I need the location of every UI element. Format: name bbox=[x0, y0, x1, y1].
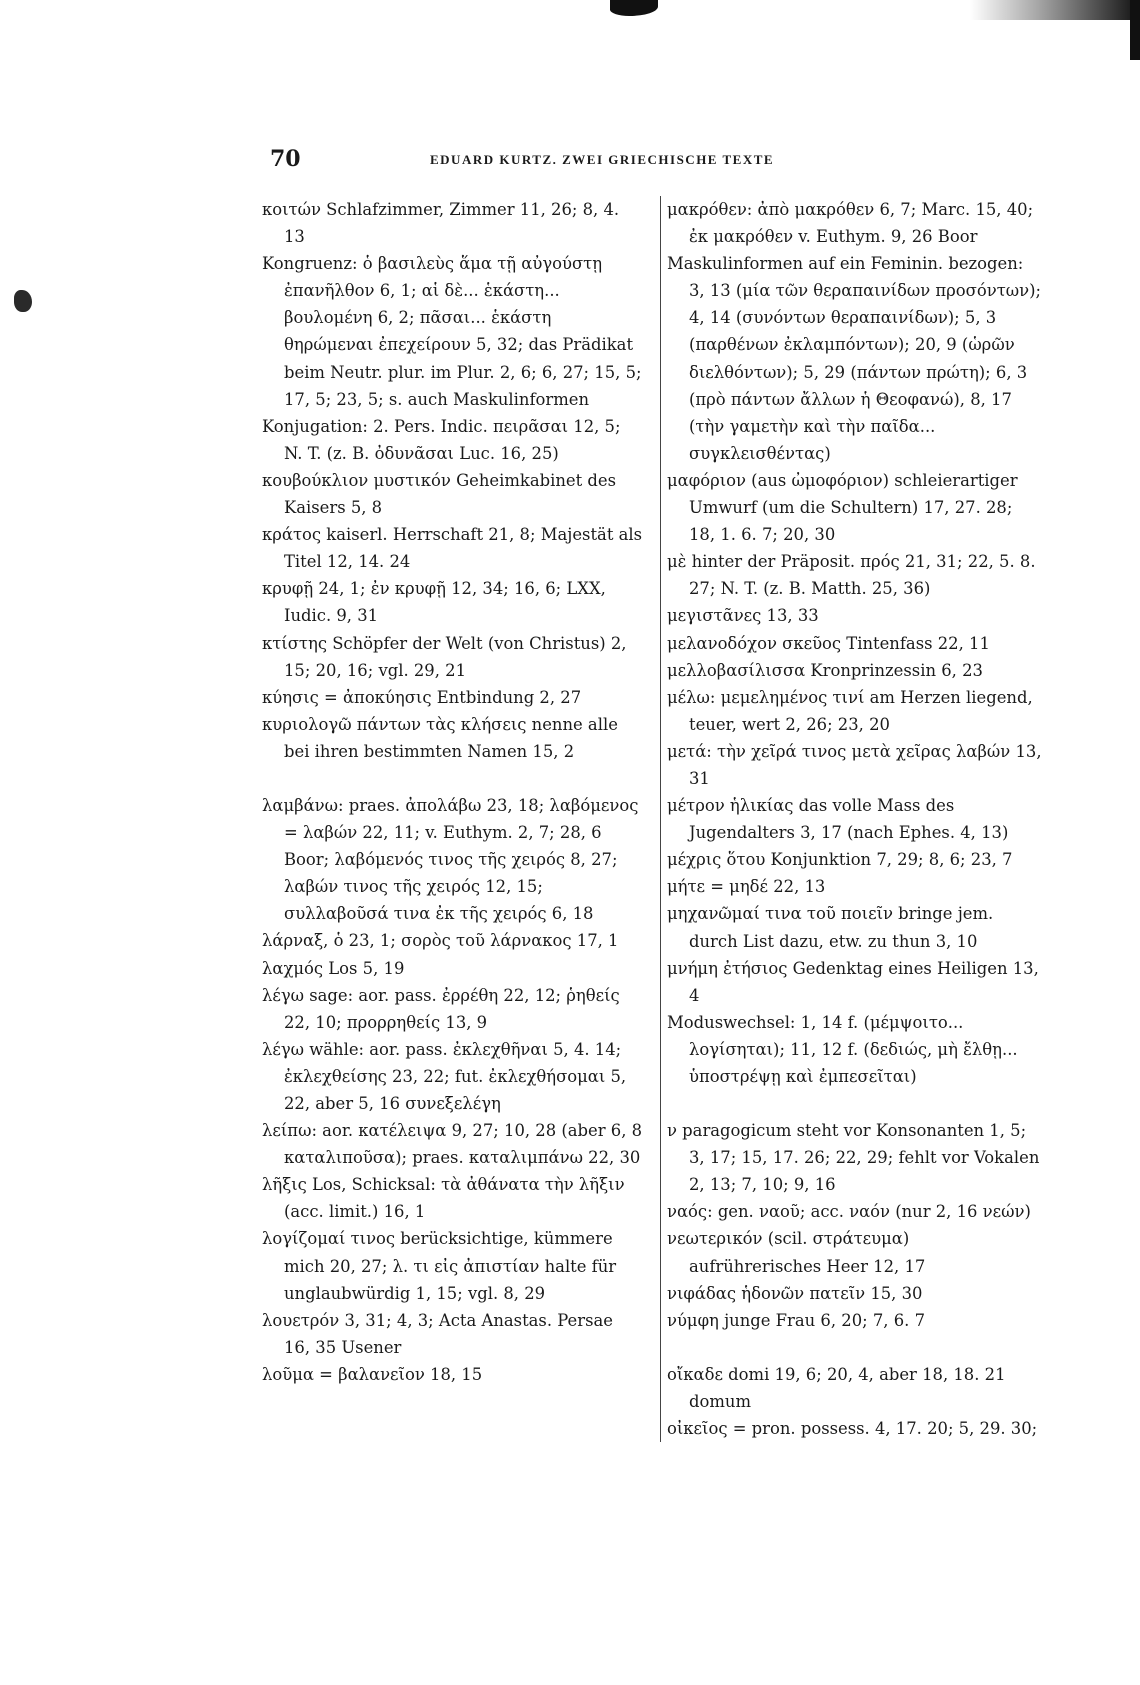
index-entry: μήτε = μηδέ 22, 13 bbox=[667, 877, 826, 897]
index-entry: κοιτών Schlafzimmer, Zimmer 11, 26; 8, 4. 13 bbox=[262, 200, 620, 247]
index-entry: μακρόθεν: ἀπὸ μακρόθεν 6, 7; Marc. 15, 40; ἐκ μακρόθεν v. Euthym. 9, 26 Boor bbox=[667, 200, 1034, 247]
scan-ink-mark bbox=[610, 0, 658, 16]
index-entry: λογίζομαί τινος berücksichtige, kümmere mich 20, 27; λ. τι εἰς ἀπιστίαν halte für unglaubwürdig 1, 15; vgl. 8, 29 bbox=[262, 1229, 617, 1303]
index-entry: λέγω sage: aor. pass. ἐρρέθη 22, 12; ῥηθείς 22, 10; προρρηθείς 13, 9 bbox=[262, 985, 620, 1032]
index-entry: λοῦμα = βαλανεῖον 18, 15 bbox=[262, 1364, 483, 1384]
entry-gap bbox=[262, 765, 644, 792]
right-column bbox=[660, 196, 1043, 1442]
index-entry: νεωτερικόν (scil. στράτευμα) aufrührerisches Heer 12, 17 bbox=[667, 1229, 926, 1276]
index-entry: μηχανῶμαί τινα τοῦ ποιεῖν bringe jem. durch List dazu, etw. zu thun 3, 10 bbox=[667, 904, 994, 951]
index-entry: λουετρόν 3, 31; 4, 3; Acta Anastas. Persae 16, 35 Usener bbox=[262, 1310, 613, 1357]
index-entry: νιφάδας ἡδονῶν πατεῖν 15, 30 bbox=[667, 1283, 923, 1303]
left-column bbox=[262, 196, 644, 1388]
index-entry: μέλω: μεμελημένος τινί am Herzen liegend, teuer, wert 2, 26; 23, 20 bbox=[667, 687, 1033, 734]
index-entry: λάρναξ, ὁ 23, 1; σορὸς τοῦ λάρνακος 17, 1 bbox=[262, 931, 619, 951]
margin-ink-blot bbox=[14, 290, 32, 312]
page-header bbox=[270, 146, 1050, 176]
index-entry: μετά: τὴν χεῖρά τινος μετὰ χεῖρας λαβών 13, 31 bbox=[667, 741, 1042, 788]
index-entry: κυριολογῶ πάντων τὰς κλήσεις nenne alle bei ihren bestimmten Namen 15, 2 bbox=[262, 714, 618, 761]
index-entry: κύησις = ἀποκύησις Entbindung 2, 27 bbox=[262, 687, 582, 707]
index-entry: μεγιστᾶνες 13, 33 bbox=[667, 606, 819, 626]
index-entry: ναός: gen. ναοῦ; acc. ναόν (nur 2, 16 νεών) bbox=[667, 1202, 1031, 1222]
index-entry: λαχμός Los 5, 19 bbox=[262, 958, 405, 978]
index-entry: λῆξις Los, Schicksal: τὰ ἀθάνατα τὴν λῆξιν (acc. limit.) 16, 1 bbox=[262, 1175, 625, 1222]
page-number: 70 bbox=[270, 146, 301, 172]
index-entry: λέγω wähle: aor. pass. ἐκλεχθῆναι 5, 4. 14; ἐκλεχθείσης 23, 22; fut. ἐκλεχθήσομαι 5, 22, aber 5, 16 συνεξελέγη bbox=[262, 1039, 627, 1113]
index-entry: οἴκαδε domi 19, 6; 20, 4, aber 18, 18. 21 domum bbox=[667, 1364, 1006, 1411]
index-entry: λείπω: aor. κατέλειψα 9, 27; 10, 28 (aber 6, 8 καταλιποῦσα); praes. καταλιμπάνω 22, 30 bbox=[262, 1121, 643, 1168]
index-entry: μὲ hinter der Präposit. πρός 21, 31; 22, 5. 8. 27; N. T. (z. B. Matth. 25, 36) bbox=[667, 552, 1036, 599]
index-entry: ν paragogicum steht vor Konsonanten 1, 5; 3, 17; 15, 17. 26; 22, 29; fehlt vor Vokalen 2, 13; 7, 10; 9, 16 bbox=[667, 1121, 1040, 1195]
index-entry: οἰκεῖος = pron. possess. 4, 17. 20; 5, 29. 30; bbox=[667, 1419, 1038, 1439]
entry-gap bbox=[667, 1334, 1043, 1361]
index-entry: μαφόριον (aus ὠμοφόριον) schleierartiger Umwurf (um die Schultern) 17, 27. 28; 18, 1. 6. 7; 20, 30 bbox=[667, 470, 1018, 545]
index-entry: μελλοβασίλισσα Kronprinzessin 6, 23 bbox=[667, 660, 983, 680]
running-title: EDUARD KURTZ. ZWEI GRIECHISCHE TEXTE bbox=[430, 152, 775, 167]
index-entry: μελανοδόχον σκεῦος Tintenfass 22, 11 bbox=[667, 633, 990, 653]
index-entry: Moduswechsel: 1, 14 f. (μέμψοιτο... λογίσηται); 11, 12 f. (δεδιώς, μὴ ἔλθῃ... ὑποστρέψῃ καὶ ἐμπεσεῖται) bbox=[667, 1012, 1018, 1086]
index-entry: κράτος kaiserl. Herrschaft 21, 8; Majestät als Titel 12, 14. 24 bbox=[262, 525, 643, 572]
entry-gap bbox=[667, 1090, 1043, 1117]
scan-edge-shadow bbox=[970, 0, 1140, 20]
index-entry: Konjugation: 2. Pers. Indic. πειρᾶσαι 12, 5; N. T. (z. B. ὀδυνᾶσαι Luc. 16, 25) bbox=[262, 416, 621, 463]
index-entry: μέτρον ἡλικίας das volle Mass des Jugendalters 3, 17 (nach Ephes. 4, 13) bbox=[667, 796, 1009, 843]
index-entry: κρυφῇ 24, 1; ἐν κρυφῇ 12, 34; 16, 6; LXX, Iudic. 9, 31 bbox=[262, 579, 606, 626]
index-entry: κουβούκλιον μυστικόν Geheimkabinet des Kaisers 5, 8 bbox=[262, 470, 616, 518]
index-entry: νύμφη junge Frau 6, 20; 7, 6. 7 bbox=[667, 1310, 925, 1330]
scan-corner-shadow bbox=[1130, 0, 1140, 60]
index-columns bbox=[262, 196, 1042, 1636]
index-entry: μέχρις ὅτου Konjunktion 7, 29; 8, 6; 23, 7 bbox=[667, 850, 1013, 870]
index-entry: Kongruenz: ὁ βασιλεὺς ἅμα τῇ αὐγούστῃ ἐπανῆλθον 6, 1; αἱ δὲ... ἑκάστη... βουλομένη 6, 2; πᾶσαι... ἑκάστη θηρώμεναι ἐπεχείρουν 5, 32; das Prädikat beim Neutr. plur. im Plur. 2, 6; 6, 27; 15, 5; 17, 5; 23, 5; s. auch Maskulinformen bbox=[262, 254, 642, 409]
index-entry: μνήμη ἐτήσιος Gedenktag eines Heiligen 13, 4 bbox=[667, 958, 1039, 1005]
index-entry: Maskulinformen auf ein Feminin. bezogen: 3, 13 (μία τῶν θεραπαινίδων προσόντων); 4, 14 (συνόντων θεραπαινίδων); 5, 3 (παρθένων ἐκλαμπόντων); 20, 9 (ὡρῶν διελθόντων); 5, 29 (πάντων πρώτη); 6, 3 (πρὸ πάντων ἄλλων ἡ Θεοφανώ), 8, 17 (τὴν γαμετὴν καὶ τὴν παῖδα... συγκλεισθέντας) bbox=[667, 254, 1042, 463]
index-entry: λαμβάνω: praes. ἀπολάβω 23, 18; λαβόμενος = λαβών 22, 11; v. Euthym. 2, 7; 28, 6 Boor; λαβόμενός τινος τῆς χειρός 8, 27; λαβών τινος τῆς χειρός 12, 15; συλλαβοῦσά τινα ἐκ τῆς χειρός 6, 18 bbox=[262, 795, 639, 924]
index-entry: κτίστης Schöpfer der Welt (von Christus) 2, 15; 20, 16; vgl. 29, 21 bbox=[262, 633, 627, 680]
